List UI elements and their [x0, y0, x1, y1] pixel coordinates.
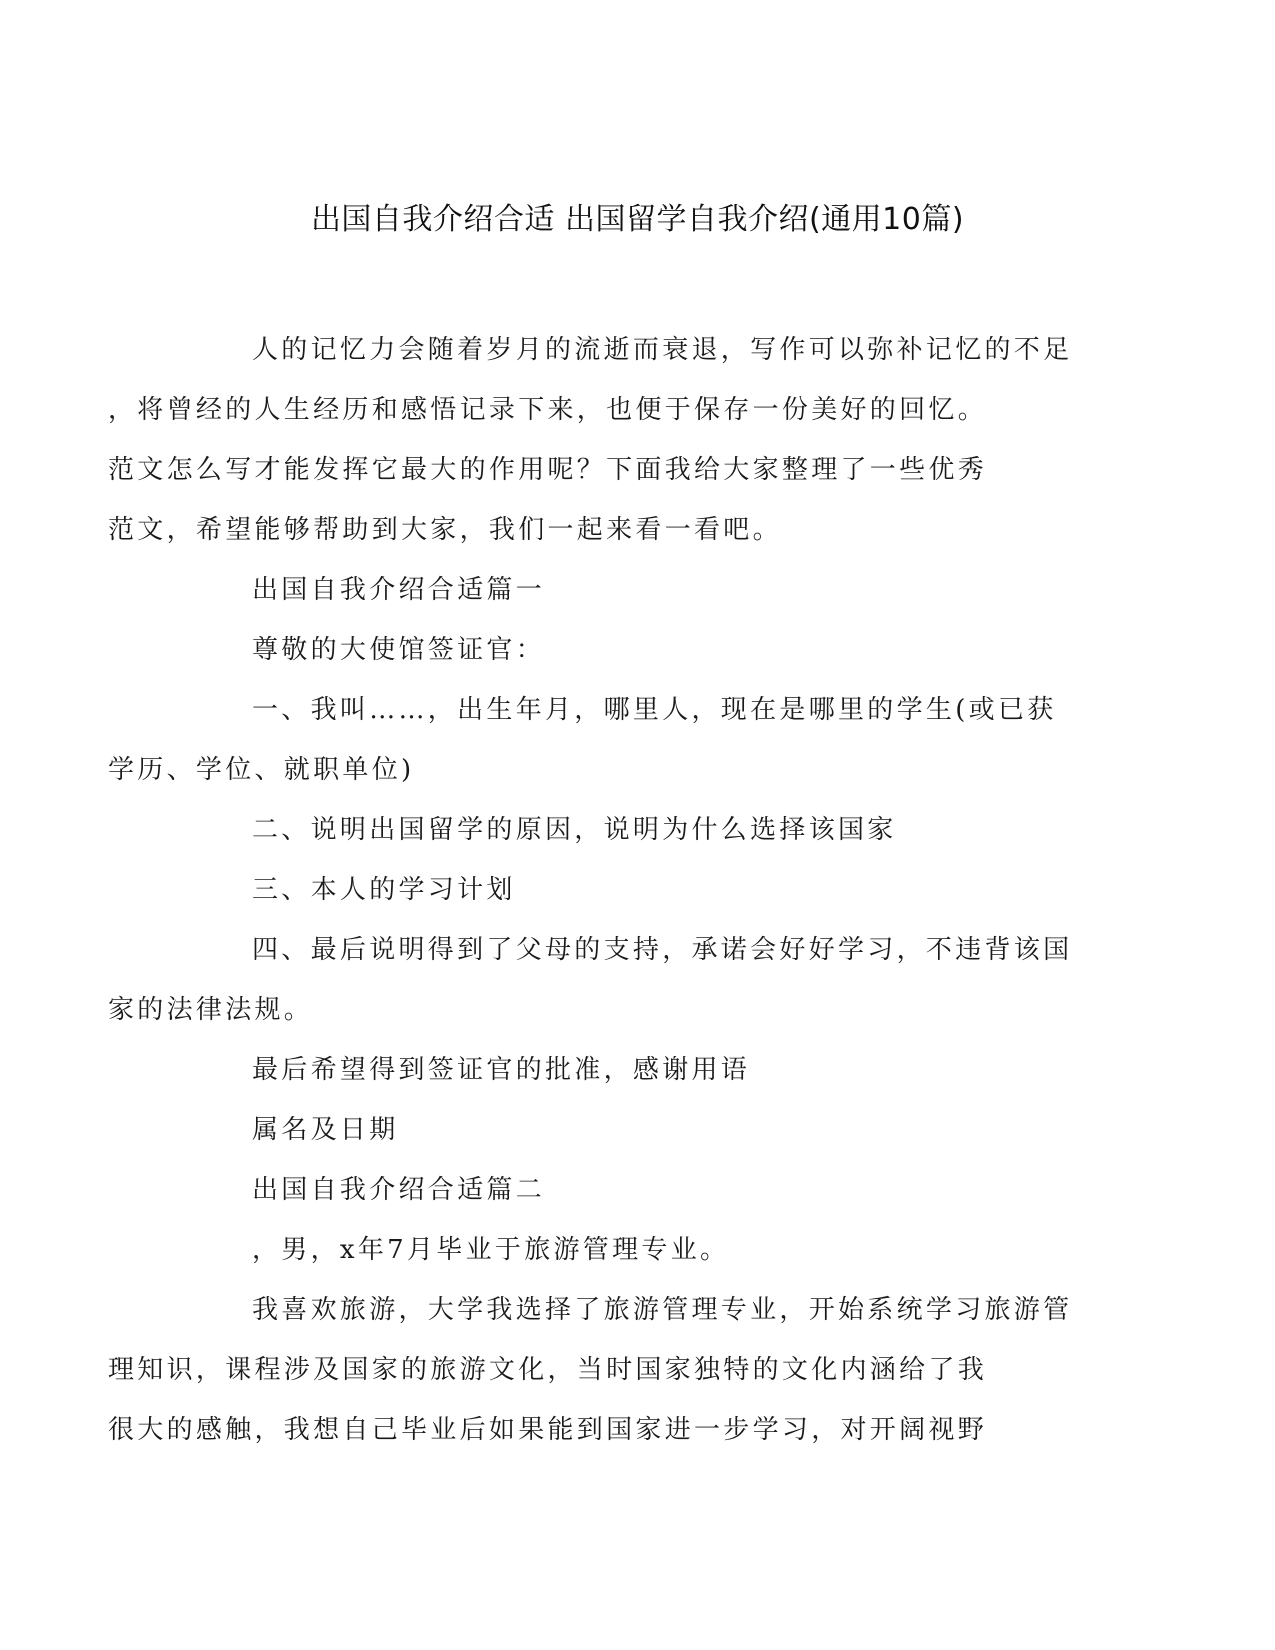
text-line: 最后希望得到签证官的批准，感谢用语: [252, 1055, 751, 1085]
paragraph-bio: [180, 1220, 1030, 1280]
paragraph-item-four: [108, 920, 1073, 1040]
text-line: 学历、学位、就职单位): [108, 755, 415, 785]
text-line: 属名及日期: [252, 1115, 399, 1145]
signature-line: [180, 1100, 1030, 1160]
text-line: ，将曾经的人生经历和感悟记录下来，也便于保存一份美好的回忆。: [108, 395, 988, 425]
text-line: 范文怎么写才能发挥它最大的作用呢？下面我给大家整理了一些优秀: [108, 455, 988, 485]
text-line: 范文，希望能够帮助到大家，我们一起来看一看吧。: [108, 515, 782, 545]
paragraph-intro: [108, 320, 1073, 560]
text-line: 二、说明出国留学的原因，说明为什么选择该国家: [252, 815, 897, 845]
text-line: 四、最后说明得到了父母的支持，承诺会好好学习，不违背该国: [252, 935, 1073, 965]
text-line: 人的记忆力会随着岁月的流逝而衰退，写作可以弥补记忆的不足: [252, 335, 1073, 365]
paragraph-closing: [180, 1040, 1030, 1100]
document-title: 出国自我介绍合适 出国留学自我介绍(通用10篇): [310, 202, 965, 237]
text-line: 尊敬的大使馆签证官：: [252, 635, 546, 665]
text-line: ，男，x年7月毕业于旅游管理专业。: [252, 1235, 730, 1265]
salutation: [180, 620, 1030, 680]
section-heading-two: [180, 1160, 1030, 1220]
text-line: 家的法律法规。: [108, 995, 314, 1025]
text-line: 出国自我介绍合适篇一: [252, 575, 546, 605]
document-body: [108, 320, 1073, 1460]
text-line: 一、我叫……，出生年月，哪里人，现在是哪里的学生(或已获: [252, 695, 1057, 725]
paragraph-item-two: [180, 800, 1030, 860]
paragraph-item-three: [180, 860, 1030, 920]
section-heading-one: [180, 560, 1030, 620]
text-line: 出国自我介绍合适篇二: [252, 1175, 546, 1205]
paragraph-item-one: [108, 680, 1057, 800]
text-line: 很大的感触，我想自己毕业后如果能到国家进一步学习，对开阔视野: [108, 1415, 988, 1445]
text-line: 我喜欢旅游，大学我选择了旅游管理专业，开始系统学习旅游管: [252, 1295, 1073, 1325]
text-line: 理知识，课程涉及国家的旅游文化，当时国家独特的文化内涵给了我: [108, 1355, 988, 1385]
paragraph-motivation: [108, 1280, 1073, 1460]
text-line: 三、本人的学习计划: [252, 875, 516, 905]
